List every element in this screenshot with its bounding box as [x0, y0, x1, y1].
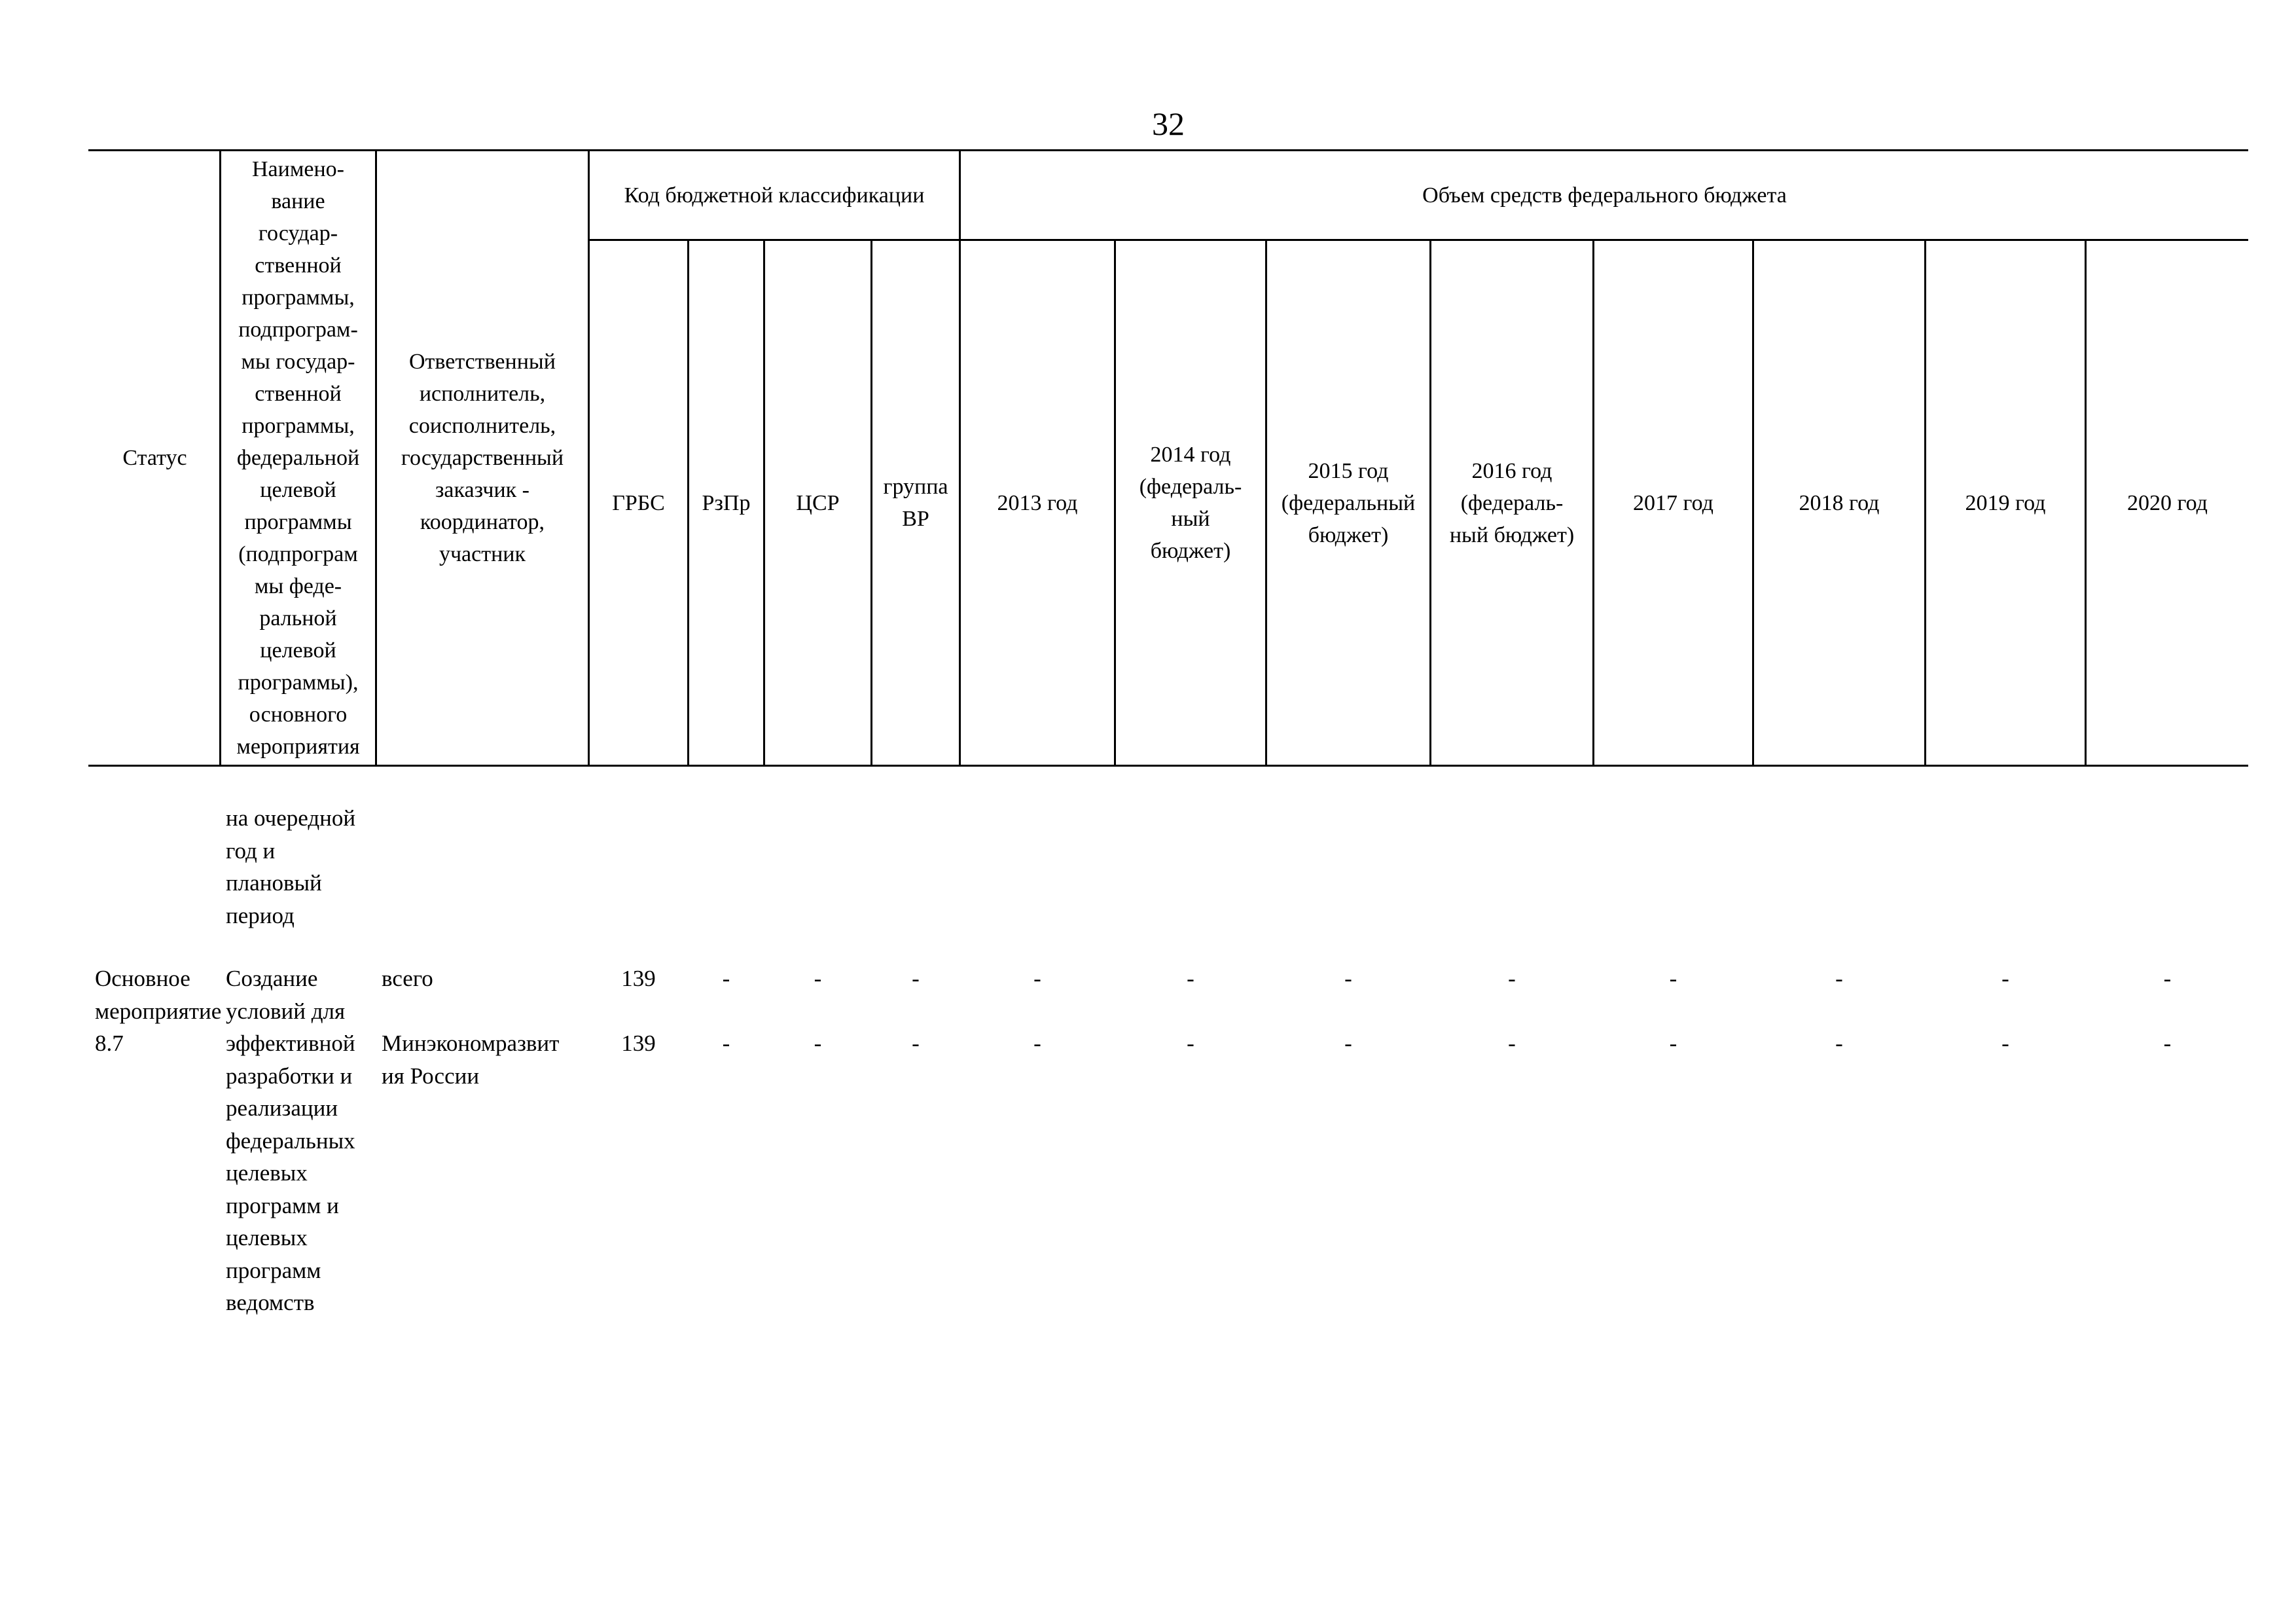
row-executor: Минэкономразвит ия России	[382, 1030, 560, 1089]
row-value-2020: -	[2163, 966, 2172, 991]
activity-status: Основное мероприятие 8.7	[95, 966, 222, 1056]
row-value-2017: -	[1669, 966, 1677, 991]
row-value-2014: -	[1187, 1030, 1194, 1056]
header-year-2014: 2014 год (федераль- ный бюджет)	[1139, 443, 1242, 563]
row-value-2013: -	[1033, 966, 1041, 991]
header-budget-volume: Объем средств федерального бюджета	[1422, 183, 1787, 208]
header-year-2020: 2020 год	[2127, 490, 2208, 515]
header-year-2016: 2016 год (федераль- ный бюджет)	[1449, 458, 1575, 547]
row-value-2019: -	[2001, 966, 2009, 991]
row-value-2016: -	[1508, 1030, 1516, 1056]
row-value-2016: -	[1508, 966, 1516, 991]
activity-name: Создание условий для эффективной разработки и реализации федеральных целевых программ и целевых программ ведомств	[226, 966, 355, 1315]
header-year-2015: 2015 год (федеральный бюджет)	[1281, 458, 1416, 547]
row-grbs: 139	[621, 1030, 656, 1056]
page-number: 32	[1152, 105, 1185, 142]
header-year-2019: 2019 год	[1965, 490, 2046, 515]
row-value-2015: -	[1344, 966, 1352, 991]
row-vr: -	[912, 1030, 920, 1056]
row-value-2020: -	[2163, 1030, 2172, 1056]
continuation-text: на очередной год и плановый период	[226, 805, 356, 928]
row-grbs: 139	[621, 966, 656, 991]
header-year-2017: 2017 год	[1633, 490, 1713, 515]
header-code-csr: ЦСР	[796, 490, 840, 515]
row-value-2013: -	[1033, 1030, 1041, 1056]
row-csr: -	[814, 966, 822, 991]
row-value-2015: -	[1344, 1030, 1352, 1056]
row-rzpr: -	[722, 1030, 730, 1056]
header-year-2013: 2013 год	[997, 490, 1078, 515]
header-code-vr: группа ВР	[883, 475, 948, 531]
header-year-2018: 2018 год	[1799, 490, 1880, 515]
row-value-2018: -	[1835, 1030, 1843, 1056]
header-executor: Ответственный исполнитель, соисполнитель, государственный заказчик - координатор, участник	[401, 350, 564, 566]
row-value-2014: -	[1187, 966, 1194, 991]
row-value-2017: -	[1669, 1030, 1677, 1056]
header-code-grbs: ГРБС	[612, 490, 665, 515]
row-vr: -	[912, 966, 920, 991]
row-rzpr: -	[722, 966, 730, 991]
row-executor: всего	[382, 966, 433, 991]
header-code-rzpr: РзПр	[702, 490, 751, 515]
row-value-2019: -	[2001, 1030, 2009, 1056]
row-value-2018: -	[1835, 966, 1843, 991]
row-csr: -	[814, 1030, 822, 1056]
header-program-name: Наимено- вание государ- ственной программы, подпрограм- мы государ- ственной программы, федеральной целевой программы (подпрограм мы феде- ральной целевой программы), основного мероприятия	[236, 157, 360, 759]
header-status: Статус	[122, 446, 187, 470]
header-budget-code: Код бюджетной классификации	[624, 183, 925, 208]
